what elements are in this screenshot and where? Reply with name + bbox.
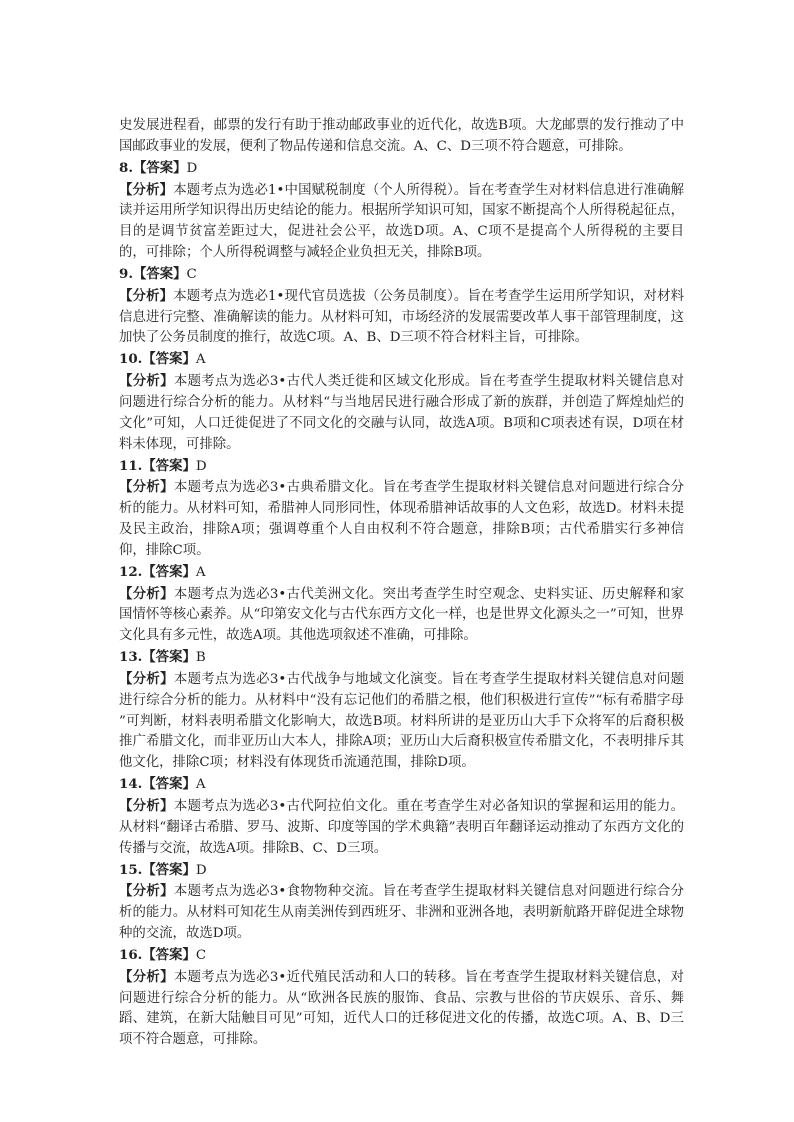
intro-paragraph: 史发展进程看，邮票的发行有助于推动邮政事业的近代化，故选B项。大龙邮票的发行推动了中国邮政事业的发展，便利了物品传递和信息交流。A、C、D三项不符合题意，可排除。 [119, 118, 684, 154]
analysis-text: 本题考点为选必3•古代阿拉伯文化。重在考查学生对必备知识的掌握和运用的能力。从材料“翻译古希腊、罗马、波斯、印度等国的学术典籍”表明百年翻译运动推动了东西方文化的传播与交流，故选A项。排除B、C、D三项。 [119, 799, 684, 856]
analysis-paragraph [119, 180, 684, 264]
answer-label: 【答案】 [142, 649, 196, 666]
analysis-label: 【分析】 [119, 287, 174, 304]
analysis-text: 本题考点为选必3•近代殖民活动和人口的转移。旨在考查学生提取材料关键信息，对问题进行综合分析的能力。从“欧洲各民族的服饰、食品、宗教与世俗的节庆娱乐、音乐、舞蹈、建筑，在新大陆触目可见”可知，近代人口的迁移促进文化的传播，故选C项。A、B、D三项不符合题意，可排除。 [119, 969, 684, 1048]
answer-value: A [195, 352, 206, 368]
analysis-label: 【分析】 [119, 585, 174, 602]
question-number: 10. [119, 351, 143, 368]
analysis-text: 本题考点为选必3•食物物种交流。旨在考查学生提取材料关键信息对问题进行综合分析的能力。从材料可知花生从南美洲传到西班牙、非洲和亚洲各地，表明新航路开辟促进全球物种的交流，故选D项。 [119, 884, 684, 942]
answer-value: C [195, 947, 207, 963]
answer-item [119, 349, 684, 455]
answer-line [119, 647, 684, 669]
analysis-label: 【分析】 [119, 798, 174, 814]
answer-value: C [186, 266, 197, 282]
answer-line [119, 158, 684, 180]
analysis-paragraph [119, 477, 684, 561]
answer-label: 【答案】 [142, 776, 196, 793]
answer-line [119, 349, 684, 371]
analysis-text: 本题考点为选必3•古典希腊文化。旨在考查学生提取材料关键信息对问题进行综合分析的能力。从材料可知，希腊神人同形同性，体现希腊神话故事的人文色彩，故选D。材料未提及民主政治，排除A项；强调尊重个人自由权利不符合题意，排除B项；古代希腊实行多神信仰，排除C项。 [119, 480, 684, 558]
answer-label: 【答案】 [132, 159, 187, 176]
analysis-text: 本题考点为选必3•古代战争与地域文化演变。旨在考查学生提取材料关键信息对问题进行综合分析的能力。从材料中“没有忘记他们的希腊之根，他们积极进行宣传”“标有希腊字母 ”可判断，材料表明希腊文化影响大，故选B项。材料所讲的是亚历山大手下众将军的后裔积极推广希腊文化，而非亚历山大本人，排除A项；亚历山大后裔积极宣传希腊文化，不表明排斥其他文化，排除C项；材料没有体现货币流通范围，排除D项。 [119, 671, 684, 771]
question-number: 14. [119, 776, 143, 793]
answer-label: 【答案】 [142, 351, 196, 368]
answer-value: D [195, 862, 207, 878]
analysis-paragraph [119, 584, 684, 648]
answer-line [119, 264, 684, 286]
answer-item [119, 562, 684, 647]
analysis-label: 【分析】 [119, 968, 174, 985]
answer-value: A [195, 777, 206, 793]
answer-item [119, 456, 684, 562]
analysis-text: 本题考点为选必1•中国赋税制度（个人所得税）。旨在考查学生对材料信息进行准确解读并运用所学知识得出历史结论的能力。根据所学知识可知，国家不断提高个人所得税起征点，目的是调节贫富差距过大，促进社会公平，故选D项。A、C项不是提高个人所得税的主要目的，可排除；个人所得税调整与减轻企业负担无关，排除B项。 [119, 182, 685, 261]
question-number: 8. [119, 159, 133, 176]
answer-line [119, 860, 684, 882]
answer-label: 【答案】 [142, 457, 196, 474]
answer-item [119, 860, 684, 945]
answer-item [119, 264, 684, 349]
question-number: 16. [119, 946, 143, 963]
answer-label: 【答案】 [132, 265, 187, 282]
answer-value: D [195, 458, 207, 474]
answer-list [119, 158, 684, 1051]
analysis-paragraph [119, 286, 684, 350]
analysis-text: 本题考点为选必3•古代人类迁徙和区域文化形成。旨在考查学生提取材料关键信息对问题进行综合分析的能力。从材料“与当地居民进行融合形成了新的族群，并创造了辉煌灿烂的文化”可知，人口迁徙促进了不同文化的交融与认同，故选A项。B项和C项表述有误，D项在材料未体现，可排除。 [119, 374, 684, 452]
analysis-paragraph [119, 881, 684, 945]
answer-label: 【答案】 [142, 861, 196, 878]
analysis-text: 本题考点为选必1•现代官员选拔（公务员制度）。旨在考查学生运用所学知识，对材料信息进行完整、准确解读的能力。从材料可知，市场经济的发展需要改革人事干部管理制度，这加快了公务员制度的推行，故选C项。A、B、D三项不符合材料主旨，可排除。 [119, 288, 685, 346]
question-number: 11. [119, 457, 143, 474]
analysis-paragraph [119, 967, 684, 1051]
answer-item [119, 647, 684, 774]
analysis-label: 【分析】 [119, 670, 174, 687]
analysis-label: 【分析】 [119, 181, 174, 198]
analysis-label: 【分析】 [119, 479, 174, 496]
answer-item [119, 158, 684, 264]
analysis-text: 本题考点为选必3•古代美洲文化。突出考查学生时空观念、史料实证、历史解释和家国情怀等核心素养。从“印第安文化与古代东西方文化一样，也是世界文化源头之一”可知，世界文化具有多元性，故选A项。其他选项叙述不准确，可排除。 [119, 586, 684, 644]
question-number: 15. [119, 861, 143, 878]
question-number: 9. [119, 265, 133, 282]
document-page [119, 116, 684, 1051]
answer-item [119, 774, 684, 859]
answer-line [119, 945, 684, 967]
analysis-paragraph [119, 669, 684, 774]
answer-line [119, 456, 684, 478]
answer-value: B [195, 650, 206, 666]
answer-line [119, 562, 684, 584]
analysis-paragraph [119, 371, 684, 455]
question-number: 12. [119, 563, 143, 580]
question-number: 13. [119, 649, 143, 666]
answer-item [119, 945, 684, 1051]
analysis-paragraph [119, 796, 684, 860]
answer-line [119, 774, 684, 796]
analysis-label: 【分析】 [119, 373, 174, 390]
analysis-label: 【分析】 [119, 883, 174, 900]
answer-value: D [186, 160, 198, 176]
answer-label: 【答案】 [142, 563, 196, 580]
answer-value: A [195, 564, 206, 580]
answer-label: 【答案】 [142, 946, 196, 963]
